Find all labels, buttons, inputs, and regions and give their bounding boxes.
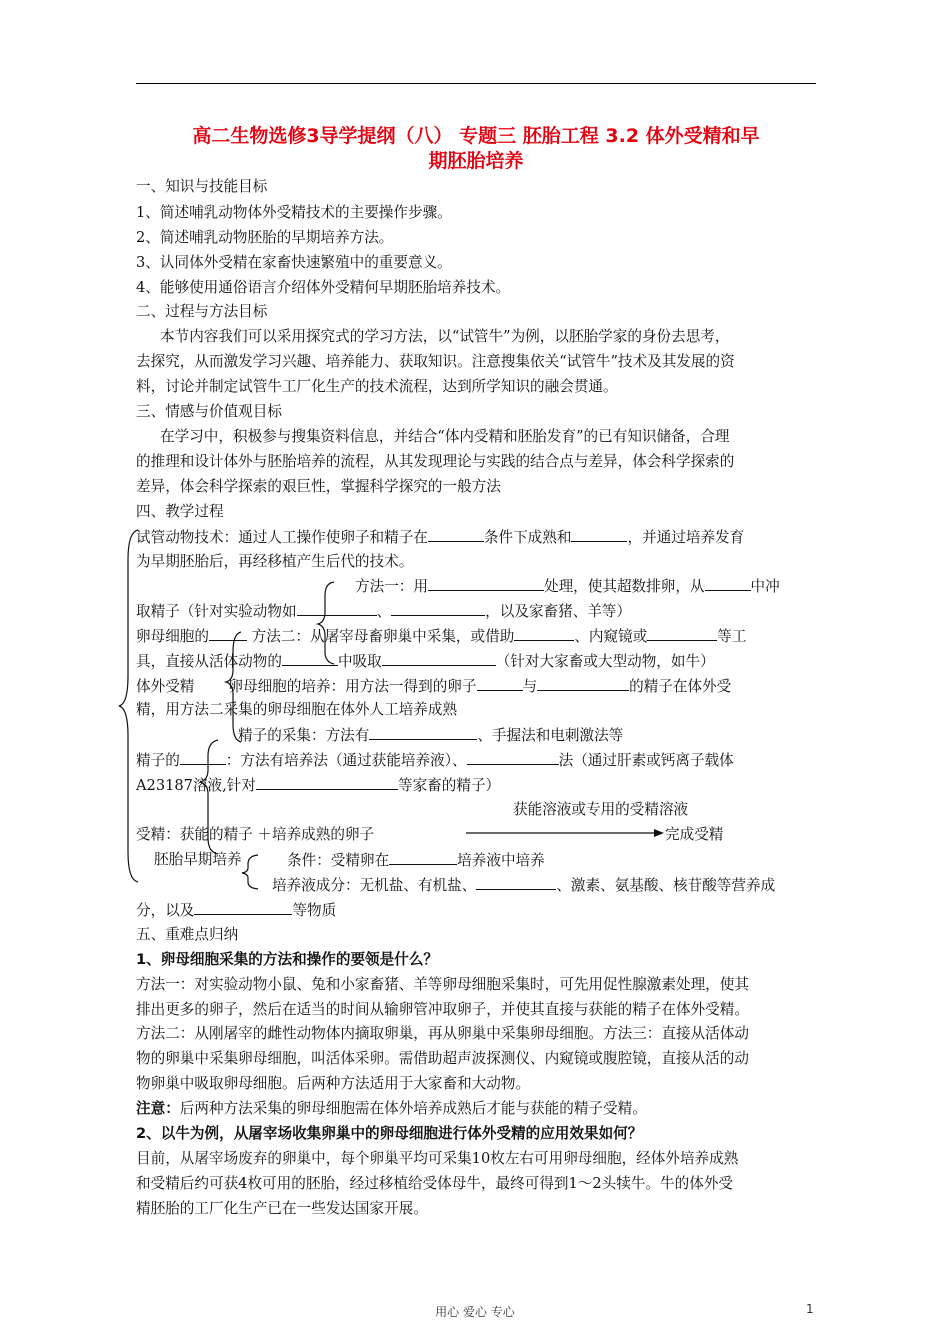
text: 卵母细胞的培养：用方法一得到的卵子 xyxy=(228,678,477,695)
text: 精子的 xyxy=(136,752,180,769)
text: 等家畜的精子） xyxy=(397,777,501,794)
answer-2-line-2: 和受精后约可获4枚可用的胚胎，经过移植给受体母牛，最终可得到1～2头犊牛。牛的体外受 xyxy=(136,1175,734,1192)
process-line-2: 为早期胚胎后，再经移植产生后代的技术。 xyxy=(136,553,414,570)
process-arrow-head xyxy=(654,829,664,837)
page-number: 1 xyxy=(806,1302,814,1316)
oocyte-method-brace xyxy=(318,582,334,664)
section-2-heading: 二、过程与方法目标 xyxy=(136,303,268,320)
text: A23187溶液,针对 xyxy=(136,777,256,794)
note-label: 注意： xyxy=(136,1100,180,1117)
section-5-heading: 五、重难点归纳 xyxy=(136,926,239,943)
process-line-13a: 胚胎早期培养 xyxy=(154,851,242,868)
text: 、 xyxy=(376,603,392,620)
outer-brace xyxy=(119,530,138,882)
text: 中冲 xyxy=(750,578,780,595)
text: 中吸取 xyxy=(337,653,382,670)
answer-2-line-3: 精胚胎的工厂化生产已在一些发达国家开展。 xyxy=(136,1200,428,1217)
title-line-1: 高二生物选修3导学提纲（八） 专题三 胚胎工程 3.2 体外受精和早 xyxy=(192,125,760,147)
section-3-para-line-2: 的推理和设计体外与胚胎培养的流程，从其发现理论与实践的结合点与差异，体会科学探索的 xyxy=(136,453,735,470)
text: 、激素、氨基酸、核苷酸等营养成 xyxy=(556,877,776,894)
question-2: 2、以牛为例，从屠宰场收集卵巢中的卵母细胞进行体外受精的应用效果如何？ xyxy=(136,1125,643,1142)
text: 与 xyxy=(522,678,538,695)
text: 法（通过肝素或钙离子载体 xyxy=(558,752,734,769)
text: 等工 xyxy=(717,628,747,645)
answer-1-line-4: 物的卵巢中采集卵母细胞，叫活体采卵。需借助超声波探测仪、内窥镜或腹腔镜，直接从活的动 xyxy=(136,1050,749,1067)
text: 取精子（针对实验动物如 xyxy=(136,603,297,620)
goal-item-1: 1、简述哺乳动物体外受精技术的主要操作步骤。 xyxy=(136,204,452,221)
text: ：方法有培养法（通过获能培养液）、 xyxy=(225,752,467,769)
process-line-12b: 完成受精 xyxy=(665,826,724,843)
text: 精子的采集：方法有 xyxy=(238,727,370,744)
section-2-para-line-2: 去探究，从而激发学习兴趣、培养能力、获取知识。注意搜集依关“试管牛”技术及其发展的资 xyxy=(136,353,735,370)
text: 卵母细胞的 xyxy=(136,628,209,645)
text: 培养液中培养 xyxy=(457,852,545,869)
text: 分，以及 xyxy=(136,902,195,919)
answer-2-line-1: 目前，从屠宰场废弃的卵巢中，每个卵巢平均可采集10枚左右可用卵母细胞，经体外培养成熟 xyxy=(136,1150,739,1167)
text: ，以及家畜猪、羊等） xyxy=(485,603,632,620)
text: （针对大家畜或大型动物，如牛） xyxy=(495,653,715,670)
text: 培养液成分：无机盐、有机盐、 xyxy=(272,877,477,894)
text: 条件下成熟和 xyxy=(483,529,572,546)
goal-item-3: 3、认同体外受精在家畜快速繁殖中的重要意义。 xyxy=(136,254,452,271)
text: 条件：受精卵在 xyxy=(287,852,390,869)
embryo-culture-brace xyxy=(242,855,258,889)
section-2-para-line-1: 本节内容我们可以采用探究式的学习方法，以“试管牛”为例，以胚胎学家的身份去思考， xyxy=(160,328,730,345)
text: 的精子在体外受 xyxy=(629,678,732,695)
text: 方法一：用 xyxy=(355,578,428,595)
note-text: 后两种方法采集的卵母细胞需在体外培养成熟后才能与获能的精子受精。 xyxy=(179,1100,647,1117)
footer-text: 用心 爱心 专心 xyxy=(435,1305,515,1319)
text: 、手握法和电刺激法等 xyxy=(477,727,624,744)
section-3-para-line-1: 在学习中，积极参与搜集资料信息，并结合“体内受精和胚胎发育”的已有知识储备，合理 xyxy=(160,428,730,445)
process-line-8: 精，用方法二采集的卵母细胞在体外人工培养成熟 xyxy=(136,701,458,718)
answer-1-line-3: 方法二：从刚屠宰的雌性动物体内摘取卵巢，再从卵巢中采集卵母细胞。方法三：直接从活体动 xyxy=(136,1025,749,1042)
sperm-brace xyxy=(200,740,218,854)
in-vitro-brace xyxy=(226,632,241,742)
question-1: 1、卵母细胞采集的方法和操作的要领是什么？ xyxy=(136,951,439,968)
text: 试管动物技术：通过人工操作使卵子和精子在 xyxy=(136,529,428,546)
section-3-para-line-3: 差异，体会科学探索的艰巨性，掌握科学探究的一般方法 xyxy=(136,478,501,495)
section-4-heading: 四、教学过程 xyxy=(136,503,224,520)
text: 等物质 xyxy=(292,902,337,919)
text: 处理，使其超数排卵，从 xyxy=(543,578,705,595)
text: 、内窥镜或 xyxy=(574,628,648,645)
section-2-para-line-3: 料，讨论并制定试管牛工厂化生产的技术流程，达到所学知识的融会贯通。 xyxy=(136,378,618,395)
title-line-2: 期胚胎培养 xyxy=(428,150,524,172)
text: ，并通过培养发育 xyxy=(627,529,745,546)
arrow-label: 获能溶液或专用的受精溶液 xyxy=(513,801,689,818)
section-3-heading: 三、情感与价值观目标 xyxy=(136,403,282,420)
goal-item-2: 2、简述哺乳动物胚胎的早期培养方法。 xyxy=(136,229,394,246)
text: 方法二：从屠宰母畜卵巢中采集，或借助 xyxy=(246,628,515,645)
process-line-12a: 受精：获能的精子 ＋培养成熟的卵子 xyxy=(136,826,375,843)
answer-1-line-2: 排出更多的卵子，然后在适当的时间从输卵管冲取卵子，并使其直接与获能的精子在体外受精。 xyxy=(136,1001,749,1018)
goal-item-4: 4、能够使用通俗语言介绍体外受精何早期胚胎培养技术。 xyxy=(136,279,511,296)
section-1-heading: 一、知识与技能目标 xyxy=(136,178,268,195)
text: 体外受精 xyxy=(136,678,195,695)
answer-1-line-5: 物卵巢中吸取卵母细胞。后两种方法适用于大家畜和大动物。 xyxy=(136,1075,531,1092)
answer-1-line-1: 方法一：对实验动物小鼠、兔和小家畜猪、羊等卵母细胞采集时，可先用促性腺激素处理，使其 xyxy=(136,976,749,993)
text: 具，直接从活体动物的 xyxy=(136,653,282,670)
